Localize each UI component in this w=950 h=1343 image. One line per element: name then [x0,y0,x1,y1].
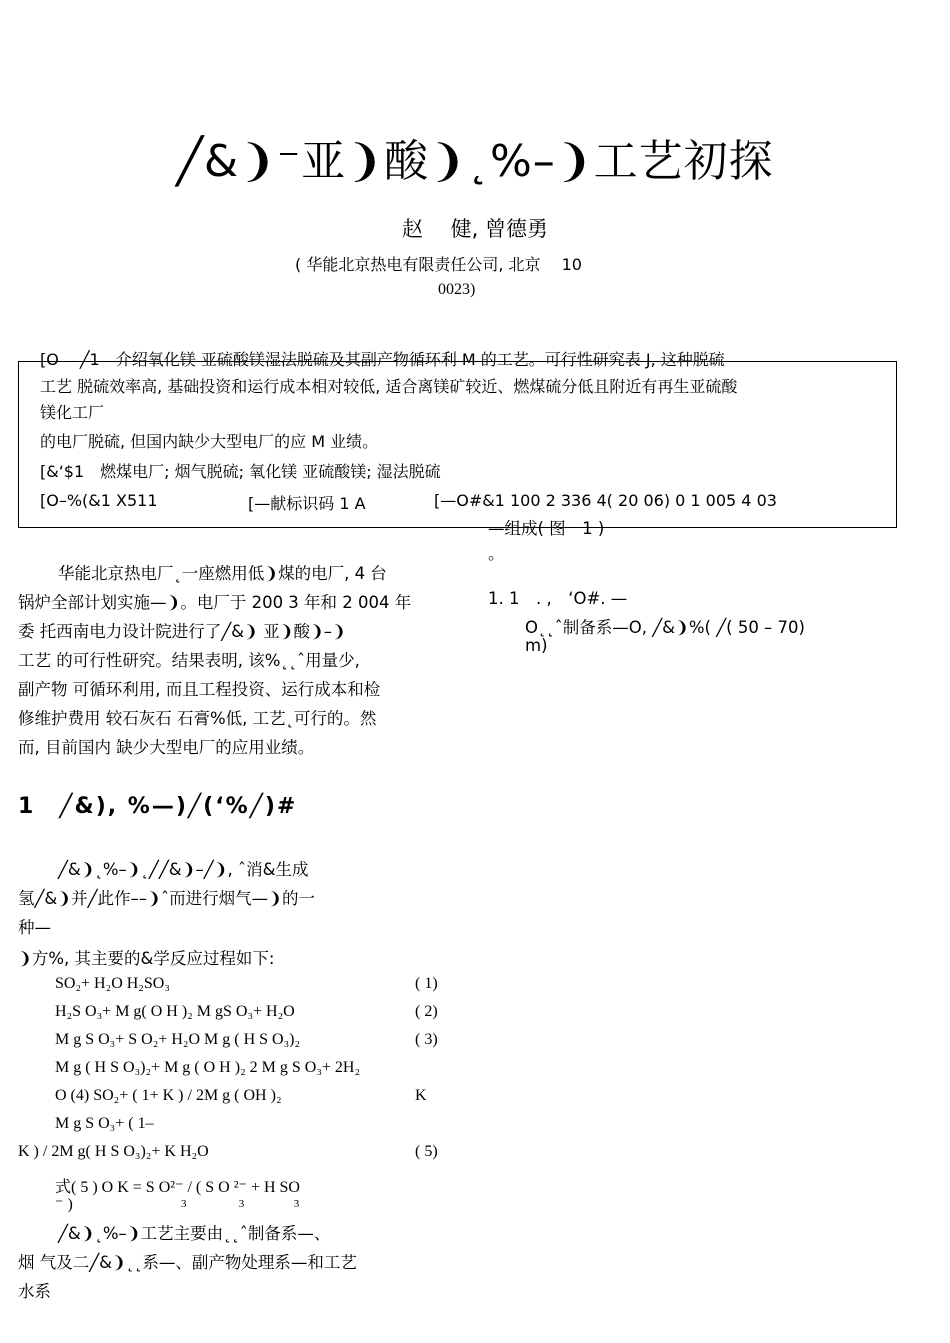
figure-reference-end: 。 [488,544,505,563]
equation-number: ( 3) [415,1031,438,1048]
subsection-heading: 1. 1 . , ‘O#. — [488,589,628,608]
intro-line: 工艺 的可行性研究。结果表明, 该%˛˛ˆ用量少, [18,651,360,670]
intro-line: 修维护费用 较石灰石 石膏%低, 工艺˛可行的。然 [18,709,377,728]
equation: SO₂+ H₂O H₂SO₃ [55,975,170,992]
intro-line: 华能北京热电厂˛一座燃用低❩煤的电厂, 4 台 [58,564,387,583]
equation-number: ( 5) [415,1143,438,1160]
document-code: [—献标识码 1 A [248,494,366,513]
section-heading: 1 ╱&), %—)╱(‘%╱)# [18,794,298,819]
equation-note-end: ⁻ ) [55,1196,73,1213]
abstract-line: [O ╱1 介绍氧化镁 亚硫酸镁湿法脱硫及其副产物循环利 M 的工艺。可行性研究表 J, 这种脱硫 [40,350,725,369]
intro-line: 而, 目前国内 缺少大型电厂的应用业绩。 [18,738,315,757]
keywords: [&‘$1 燃煤电厂; 烟气脱硫; 氧化镁 亚硫酸镁; 湿法脱硫 [40,462,441,481]
article-id: [—O#&1 100 2 336 4( 20 06) 0 1 005 4 03 [434,491,777,510]
intro-line: 副产物 可循环利用, 而且工程投资、运行成本和检 [18,680,381,699]
equation-note-subscripts: 3 3 3 [181,1198,300,1210]
figure-reference: —组成( 图 1 ) [488,519,605,538]
section-text-line: ╱&❩˛%–❩˛╱╱&❩–╱❩, ˆ消&生成 [58,860,309,879]
abstract-line: 工艺 脱硫效率高, 基础投资和运行成本相对较低, 适合离镁矿较近、燃煤硫分低且附近有再生亚硫酸 [40,377,738,396]
equation: O (4) SO₂+ ( 1+ K ) / 2M g ( OH )₂ [55,1087,282,1104]
intro-line: 锅炉全部计划实施—❩。电厂于 200 3 年和 2 004 年 [18,593,412,612]
equation-number: K [415,1087,427,1104]
authors: 赵 健, 曾德勇 [401,217,549,241]
affiliation-postcode: 0023) [438,281,476,298]
equation-number: ( 1) [415,975,438,992]
equation: M g S O₃+ ( 1– [55,1115,154,1132]
section-text-line: 种— [18,918,51,937]
intro-line: 委 托西南电力设计院进行了╱&❩ 亚❩酸❩–❩ [18,622,346,641]
equation: M g ( H S O₃)₂+ M g ( O H )₂ 2 M g S O₃+ 2H₂ [55,1059,361,1076]
section-text-line: ╱&❩˛%–❩工艺主要由˛˛ˆ制备系—、 [58,1224,331,1243]
section-text-line: 氢╱&❩并╱此作––❩ˆ而进行烟气—❩的一 [18,889,315,908]
section-text-line: 烟 气及二╱&❩˛˛系—、副产物处理系—和工艺 [18,1253,357,1272]
section-text-line: ❩方%, 其主要的&学反应过程如下: [18,949,275,968]
equation-note: 式( 5 ) O K = S O²⁻ / ( S O ²⁻ + H SO [55,1179,300,1196]
equation: M g S O₃+ S O₂+ H₂O M g ( H S O₃)₂ [55,1031,301,1048]
right-text-line: m) [525,636,548,655]
abstract-line: 的电厂脱硫, 但国内缺少大型电厂的应 M 业绩。 [40,432,379,451]
affiliation: ( 华能北京热电有限责任公司, 北京 10 [295,255,582,274]
equation: K ) / 2M g( H S O₃)₂+ K H₂O [18,1143,209,1160]
section-text-line: 水系 [18,1282,51,1301]
clc-number: [O–%(&1 X511 [40,491,158,510]
abstract-line: 镁化工厂 [40,403,105,422]
right-text-line: O˛˛ˆ制备系—O, ╱&❩%( ╱( 50 – 70) [525,618,805,637]
paper-title: ╱&❩⁻亚❩酸❩˛%–❩工艺初探 [176,136,774,187]
equation-number: ( 2) [415,1003,438,1020]
equation: H₂S O₃+ M g( O H )₂ M gS O₃+ H₂O [55,1003,295,1020]
